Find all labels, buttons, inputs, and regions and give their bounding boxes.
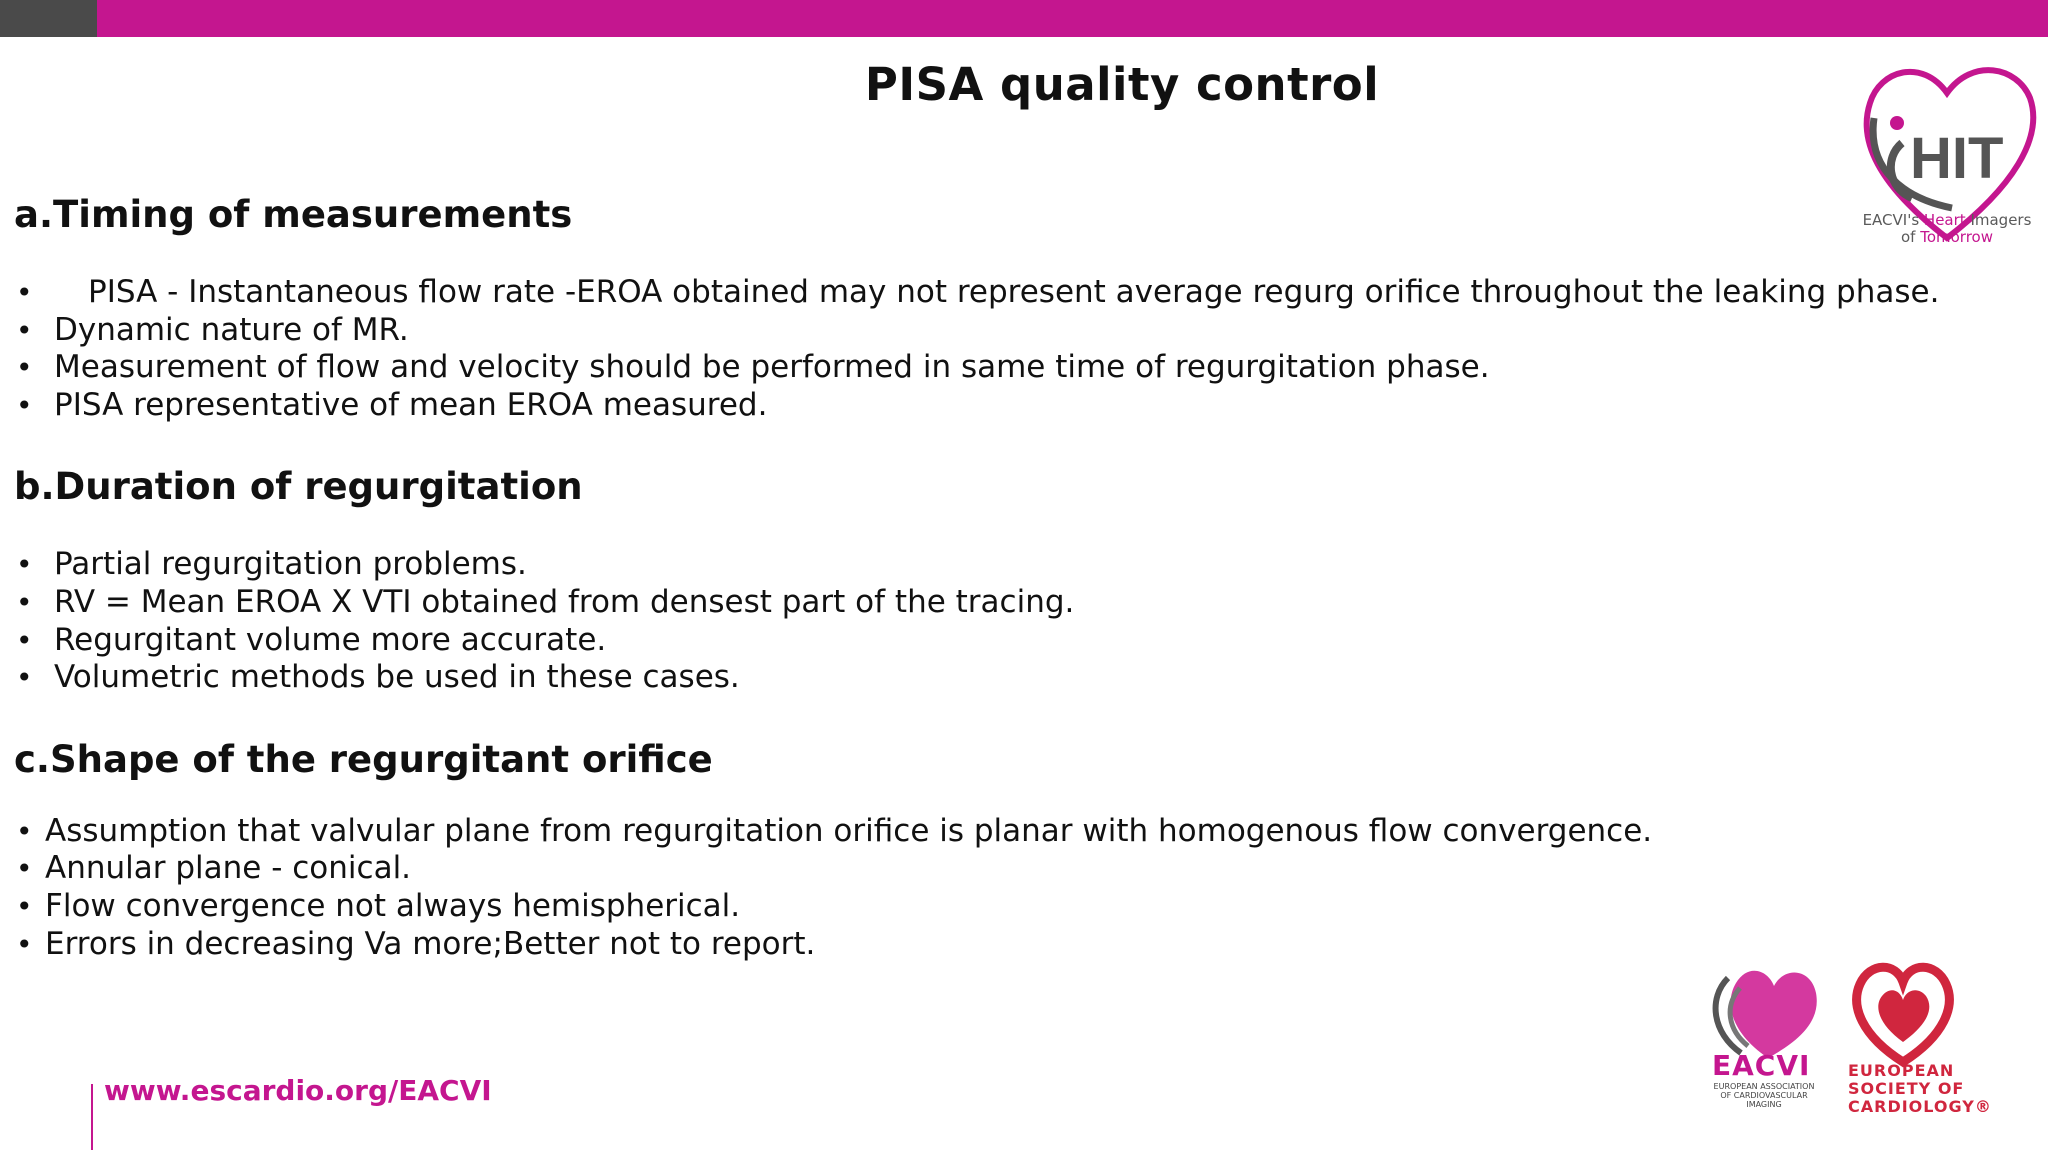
section-heading-duration: b.Duration of regurgitation	[14, 465, 583, 509]
list-item: • Annular plane - conical.	[16, 850, 412, 887]
hit-tagline: EACVI's Heart Imagers of Tomorrow	[1862, 211, 2032, 246]
esc-heart-logo	[1848, 958, 1958, 1070]
bullet-icon: •	[16, 351, 33, 385]
bullet-icon: •	[16, 388, 33, 422]
list-item: • Dynamic nature of MR.	[16, 311, 409, 348]
list-item: • Assumption that valvular plane from regurgitation orifice is planar with homogenous flow convergence.	[16, 812, 1653, 849]
bullet-icon: •	[16, 814, 33, 848]
bullet-icon: •	[16, 852, 33, 886]
bullet-icon: •	[16, 889, 33, 923]
eacvi-subtitle: EUROPEAN ASSOCIATION OF CARDIOVASCULAR IMAGING	[1713, 1082, 1815, 1109]
list-item: • Measurement of flow and velocity should be performed in same time of regurgitation phase.	[16, 349, 1490, 386]
esc-wordmark: EUROPEAN SOCIETY OF CARDIOLOGY®	[1848, 1061, 1992, 1116]
footer-rule	[91, 1084, 93, 1150]
list-item: • Flow convergence not always hemispherical.	[16, 887, 741, 924]
bullet-icon: •	[16, 661, 33, 695]
top-accent-bar	[0, 0, 2048, 37]
list-item: • Volumetric methods be used in these cases.	[16, 659, 740, 696]
list-item: • PISA - Instantaneous flow rate -EROA obtained may not represent average regurg orifice throughout the leaking phase.	[16, 274, 1940, 310]
bullet-list-timing	[14, 274, 2004, 424]
list-item: • Regurgitant volume more accurate.	[16, 621, 607, 658]
slide-content	[14, 190, 2004, 963]
top-bar-stub	[0, 0, 97, 37]
eacvi-wordmark: EACVI	[1712, 1049, 1811, 1082]
bullet-icon: •	[16, 548, 33, 582]
hit-logo-text: HIT	[1910, 126, 2004, 191]
footer-url[interactable]: www.escardio.org/EACVI	[104, 1074, 492, 1107]
bullet-icon: •	[16, 927, 33, 961]
slide-title: PISA quality control	[864, 58, 1380, 111]
list-item: • Errors in decreasing Va more;Better not to report.	[16, 925, 816, 962]
bullet-list-shape	[14, 813, 2004, 963]
bullet-icon: •	[16, 585, 33, 619]
bullet-list-duration	[14, 546, 2004, 696]
bullet-icon: •	[16, 276, 33, 309]
list-item: • PISA representative of mean EROA measured.	[16, 386, 768, 423]
bullet-icon: •	[16, 313, 33, 347]
bullet-icon: •	[16, 623, 33, 657]
list-item: • RV = Mean EROA X VTI obtained from densest part of the tracing.	[16, 583, 1075, 620]
list-item: • Partial regurgitation problems.	[16, 546, 527, 583]
section-heading-shape: c.Shape of the regurgitant orifice	[14, 737, 713, 781]
section-heading-timing: a.Timing of measurements	[14, 193, 573, 236]
